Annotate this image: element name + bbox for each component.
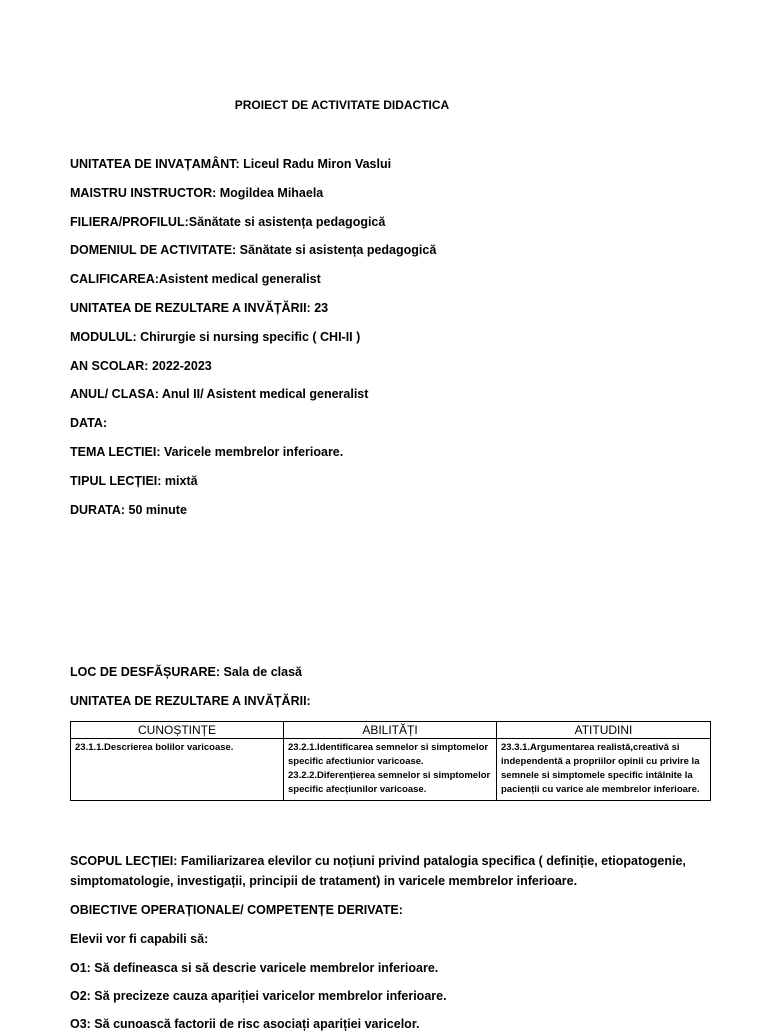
cell-attitudes (497, 739, 711, 801)
outcomes-heading: UNITATEA DE REZULTARE A INVĂȚĂRII: (70, 694, 311, 708)
lesson-scope: SCOPUL LECȚIEI: Familiarizarea elevilor cu noțiuni privind patalogia specifica ( definiție, etiopatogenie, simptomatologie, investigații, principii de tratament) in varicele membrelor inferioare. (70, 854, 686, 888)
cell-skills (284, 739, 497, 801)
table-header-row (71, 722, 711, 739)
attitude-item: 23.3.1.Argumentarea realistă,creativă si independentă a propriilor opinii cu privire la semnele si simptomele specific intâlnite la pacienții cu varice ale membrelor inferioare. (501, 742, 700, 795)
objectives-heading: OBIECTIVE OPERAȚIONALE/ COMPETENȚE DERIVATE: (70, 903, 403, 917)
objective-2: O2: Să precizeze cauza apariției varicelor membrelor inferioare. (70, 989, 447, 1003)
objective-3: O3: Să cunoască factorii de risc asociați apariției varicelor. (70, 1017, 420, 1031)
field-profile: FILIERA/PROFILUL:Sănătate si asistența pedagogică (70, 215, 386, 229)
field-lesson-type: TIPUL LECȚIEI: mixtă (70, 474, 198, 488)
field-duration: DURATA: 50 minute (70, 503, 187, 517)
field-location: LOC DE DESFĂȘURARE: Sala de clasă (70, 665, 303, 679)
field-date: DATA: (70, 416, 108, 430)
header-knowledge: CUNOȘTINȚE (71, 722, 284, 739)
learning-outcomes-table (70, 721, 711, 801)
field-module: MODULUL: Chirurgie si nursing specific ( CHI-II ) (70, 330, 361, 344)
objective-1: O1: Să defineasca si să descrie varicele membrelor inferioare. (70, 961, 439, 975)
cell-knowledge (71, 739, 284, 801)
field-class: ANUL/ CLASA: Anul II/ Asistent medical generalist (70, 387, 369, 401)
skill-item: 23.2.1.Identificarea semnelor si simptomelor specific afectiunior varicoase. (288, 742, 489, 767)
skill-item: 23.2.2.Diferențierea semnelor si simptomelor specific afecțiunilor varicoase. (288, 770, 491, 795)
field-learning-unit: UNITATEA DE REZULTARE A INVĂȚĂRII: 23 (70, 301, 329, 315)
header-attitudes: ATITUDINI (497, 722, 711, 739)
field-qualification: CALIFICAREA:Asistent medical generalist (70, 272, 321, 286)
field-domain: DOMENIUL DE ACTIVITATE: Sănătate si asistența pedagogică (70, 243, 437, 257)
document-title: PROIECT DE ACTIVITATE DIDACTICA (234, 98, 450, 112)
field-school-year: AN SCOLAR: 2022-2023 (70, 359, 212, 373)
knowledge-item: 23.1.1.Descrierea bolilor varicoase. (75, 742, 234, 753)
table-row (71, 739, 711, 801)
header-skills: ABILITĂȚI (284, 722, 497, 739)
field-school: UNITATEA DE INVAȚAMÂNT: Liceul Radu Miron Vaslui (70, 157, 392, 171)
field-lesson-topic: TEMA LECTIEI: Varicele membrelor inferioare. (70, 445, 344, 459)
field-instructor: MAISTRU INSTRUCTOR: Mogildea Mihaela (70, 186, 324, 200)
students-intro: Elevii vor fi capabili să: (70, 932, 209, 946)
